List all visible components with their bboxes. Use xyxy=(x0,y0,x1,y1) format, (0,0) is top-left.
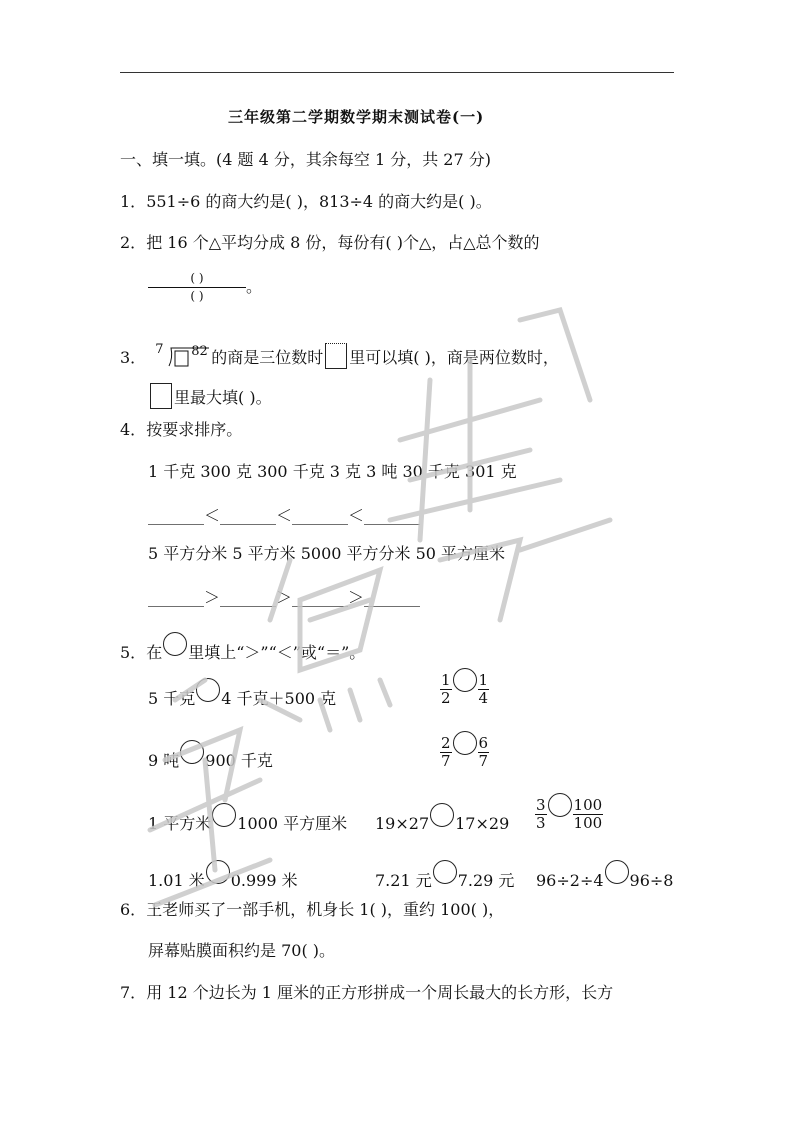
question-4-row2: 5 平方分米 5 平方米 5000 平方分米 50 平方厘米 xyxy=(148,544,506,563)
circle-blank[interactable] xyxy=(430,803,454,827)
compare-right: 17×29 xyxy=(455,814,510,833)
compare-item xyxy=(375,860,514,891)
fraction-denominator: 7 xyxy=(478,752,489,770)
compare-left: 1 平方米 xyxy=(148,814,212,833)
compare-left: 1.01 米 xyxy=(148,871,205,890)
compare-item xyxy=(148,678,336,709)
circle-blank[interactable] xyxy=(605,860,629,884)
question-6-line2: 屏幕贴膜面积约是 70( )。 xyxy=(148,941,336,960)
question-1-text: 551÷6 的商大约是( )，813÷4 的商大约是( )。 xyxy=(146,192,492,211)
compare-left: 5 千克 xyxy=(148,689,196,708)
fraction-numerator: 6 xyxy=(478,734,489,752)
circle-blank[interactable] xyxy=(180,740,204,764)
question-4-row1: 1 千克 300 克 300 千克 3 克 3 吨 30 千克 301 克 xyxy=(148,462,517,481)
circle-blank[interactable] xyxy=(433,860,457,884)
question-5 xyxy=(120,632,365,663)
question-6-line1: 王老师买了一部手机，机身长 1( )，重约 100( )， xyxy=(146,900,505,919)
fraction-numerator: 3 xyxy=(536,796,546,814)
fraction-numerator: 1 xyxy=(478,671,489,689)
question-3 xyxy=(120,343,559,369)
compare-right: 4 千克＋500 克 xyxy=(221,689,337,708)
circle-blank[interactable] xyxy=(548,793,572,817)
question-2-text: 把 16 个△平均分成 8 份，每份有( )个△，占△总个数的 xyxy=(146,233,540,252)
box-blank[interactable] xyxy=(150,383,172,409)
circle-blank[interactable] xyxy=(212,803,236,827)
compare-right: 0.999 米 xyxy=(230,871,298,890)
compare-fraction-item xyxy=(440,668,489,707)
circle-blank[interactable] xyxy=(163,632,187,656)
question-1 xyxy=(120,192,492,212)
question-number: 7． xyxy=(120,983,147,1002)
question-number: 1． xyxy=(120,192,147,211)
question-2-tail: 。 xyxy=(246,277,263,296)
fraction-denominator: 7 xyxy=(441,752,451,770)
compare-item xyxy=(536,860,673,891)
compare-left: 7.21 元 xyxy=(375,871,432,890)
question-5-pre: 在 xyxy=(146,643,163,662)
question-number: 5． xyxy=(120,643,147,662)
fraction-numerator: 1 xyxy=(441,671,451,689)
fraction-denominator: ( ) xyxy=(190,289,204,303)
fraction-numerator: 2 xyxy=(441,734,451,752)
question-4 xyxy=(120,420,242,440)
question-4-row1-blanks[interactable]: _______＜_______＜_______＜_______ xyxy=(148,506,421,525)
compare-item xyxy=(375,803,509,834)
circle-blank[interactable] xyxy=(453,668,477,692)
compare-item xyxy=(148,740,273,771)
question-3-line2 xyxy=(148,383,272,409)
divisor: 7 xyxy=(155,342,164,357)
compare-right: 96÷8 xyxy=(629,871,674,890)
circle-blank[interactable] xyxy=(206,860,230,884)
fraction-denominator: 4 xyxy=(478,689,489,707)
compare-left: 19×27 xyxy=(375,814,430,833)
long-division-symbol xyxy=(151,342,211,368)
question-4-text: 按要求排序。 xyxy=(146,420,243,439)
question-number: 2． xyxy=(120,233,147,252)
question-3-part2: 里可以填( )，商是两位数时， xyxy=(349,348,559,367)
question-7 xyxy=(120,983,613,1003)
question-6 xyxy=(120,900,504,920)
question-2-fraction xyxy=(148,270,262,305)
compare-left: 9 吨 xyxy=(148,751,180,770)
header-rule xyxy=(120,72,674,73)
circle-blank[interactable] xyxy=(196,678,220,702)
question-7-text: 用 12 个边长为 1 厘米的正方形拼成一个周长最大的长方形，长方 xyxy=(146,983,614,1002)
question-3-part3: 里最大填( )。 xyxy=(174,388,272,407)
question-number: 4． xyxy=(120,420,147,439)
compare-fraction-item xyxy=(535,793,603,832)
page-title: 三年级第二学期数学期末测试卷(一) xyxy=(228,108,485,126)
question-number: 3． xyxy=(120,348,147,367)
compare-item xyxy=(148,803,347,834)
question-2 xyxy=(120,233,540,253)
compare-right: 7.29 元 xyxy=(457,871,515,890)
fraction-denominator: 3 xyxy=(536,814,546,832)
question-4-row2-blanks[interactable]: _______＞_______＞_______＞_______ xyxy=(148,588,421,607)
question-3-part1: 的商是三位数时 xyxy=(211,348,324,367)
box-blank[interactable] xyxy=(325,343,347,369)
question-5-post: 里填上“＞”“＜”或“＝”。 xyxy=(188,643,366,662)
circle-blank[interactable] xyxy=(453,731,477,755)
fraction-denominator: 2 xyxy=(441,689,451,707)
question-number: 6． xyxy=(120,900,147,919)
compare-right: 900 千克 xyxy=(205,751,273,770)
fraction-denominator: 100 xyxy=(573,814,603,832)
compare-left: 96÷2÷4 xyxy=(536,871,604,890)
fraction-numerator: 100 xyxy=(573,796,603,814)
section-heading: 一、填一填。(4 题 4 分，其余每空 1 分，共 27 分) xyxy=(120,150,491,169)
compare-fraction-item xyxy=(440,731,489,770)
compare-item xyxy=(148,860,298,891)
fraction-numerator: ( ) xyxy=(148,270,246,288)
compare-right: 1000 平方厘米 xyxy=(237,814,348,833)
dividend: 82 xyxy=(191,344,208,359)
